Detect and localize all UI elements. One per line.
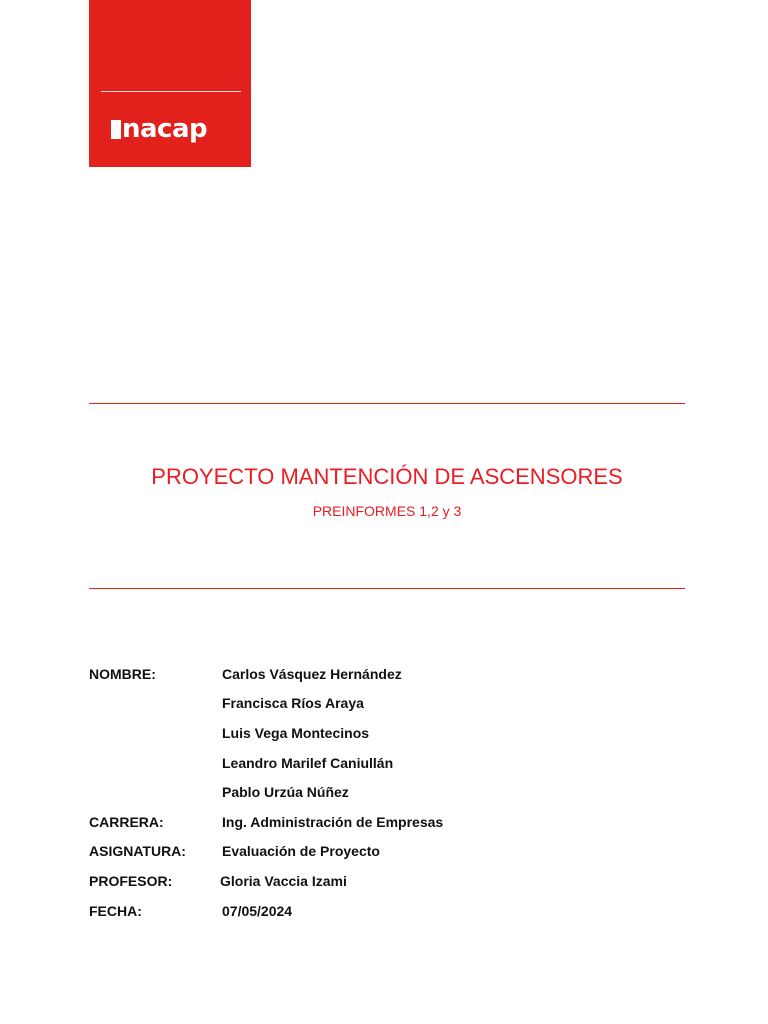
- document-subtitle: PREINFORMES 1,2 y 3: [312, 503, 462, 519]
- info-row-nombre-2: [89, 689, 689, 719]
- inacap-logo: [89, 0, 251, 167]
- nombre-value: Francisca Ríos Araya: [222, 695, 364, 712]
- nombre-value: Carlos Vásquez Hernández: [222, 665, 402, 682]
- fecha-label: FECHA:: [89, 902, 142, 919]
- nombre-label: NOMBRE:: [89, 665, 156, 682]
- info-row-carrera: [89, 807, 689, 837]
- carrera-value: Ing. Administración de Empresas: [222, 813, 444, 830]
- nombre-value: Pablo Urzúa Núñez: [222, 784, 349, 801]
- info-table: [89, 659, 689, 925]
- carrera-label: CARRERA:: [89, 813, 164, 830]
- asignatura-label: ASIGNATURA:: [89, 843, 186, 860]
- info-row-profesor: [89, 866, 689, 896]
- profesor-label: PROFESOR:: [89, 872, 173, 889]
- info-row-nombre-3: [89, 718, 689, 748]
- top-divider: [89, 403, 685, 404]
- logo-divider: [101, 91, 241, 92]
- logo-i-icon: [111, 120, 121, 139]
- info-row-nombre-5: [89, 777, 689, 807]
- bottom-divider: [89, 588, 685, 589]
- info-row-fecha: [89, 896, 689, 926]
- nombre-value: Leandro Marilef Caniullán: [222, 754, 394, 771]
- info-row-nombre-4: [89, 748, 689, 778]
- info-row-nombre: [89, 659, 689, 689]
- logo-text: nacap: [122, 114, 208, 144]
- document-title: PROYECTO MANTENCIÓN DE ASCENSORES: [151, 464, 623, 489]
- fecha-value: 07/05/2024: [222, 902, 293, 919]
- profesor-value: Gloria Vaccia Izami: [220, 872, 347, 889]
- info-row-asignatura: [89, 837, 689, 867]
- logo-wordmark: [111, 114, 207, 144]
- asignatura-value: Evaluación de Proyecto: [222, 843, 380, 860]
- nombre-value: Luis Vega Montecinos: [222, 724, 370, 741]
